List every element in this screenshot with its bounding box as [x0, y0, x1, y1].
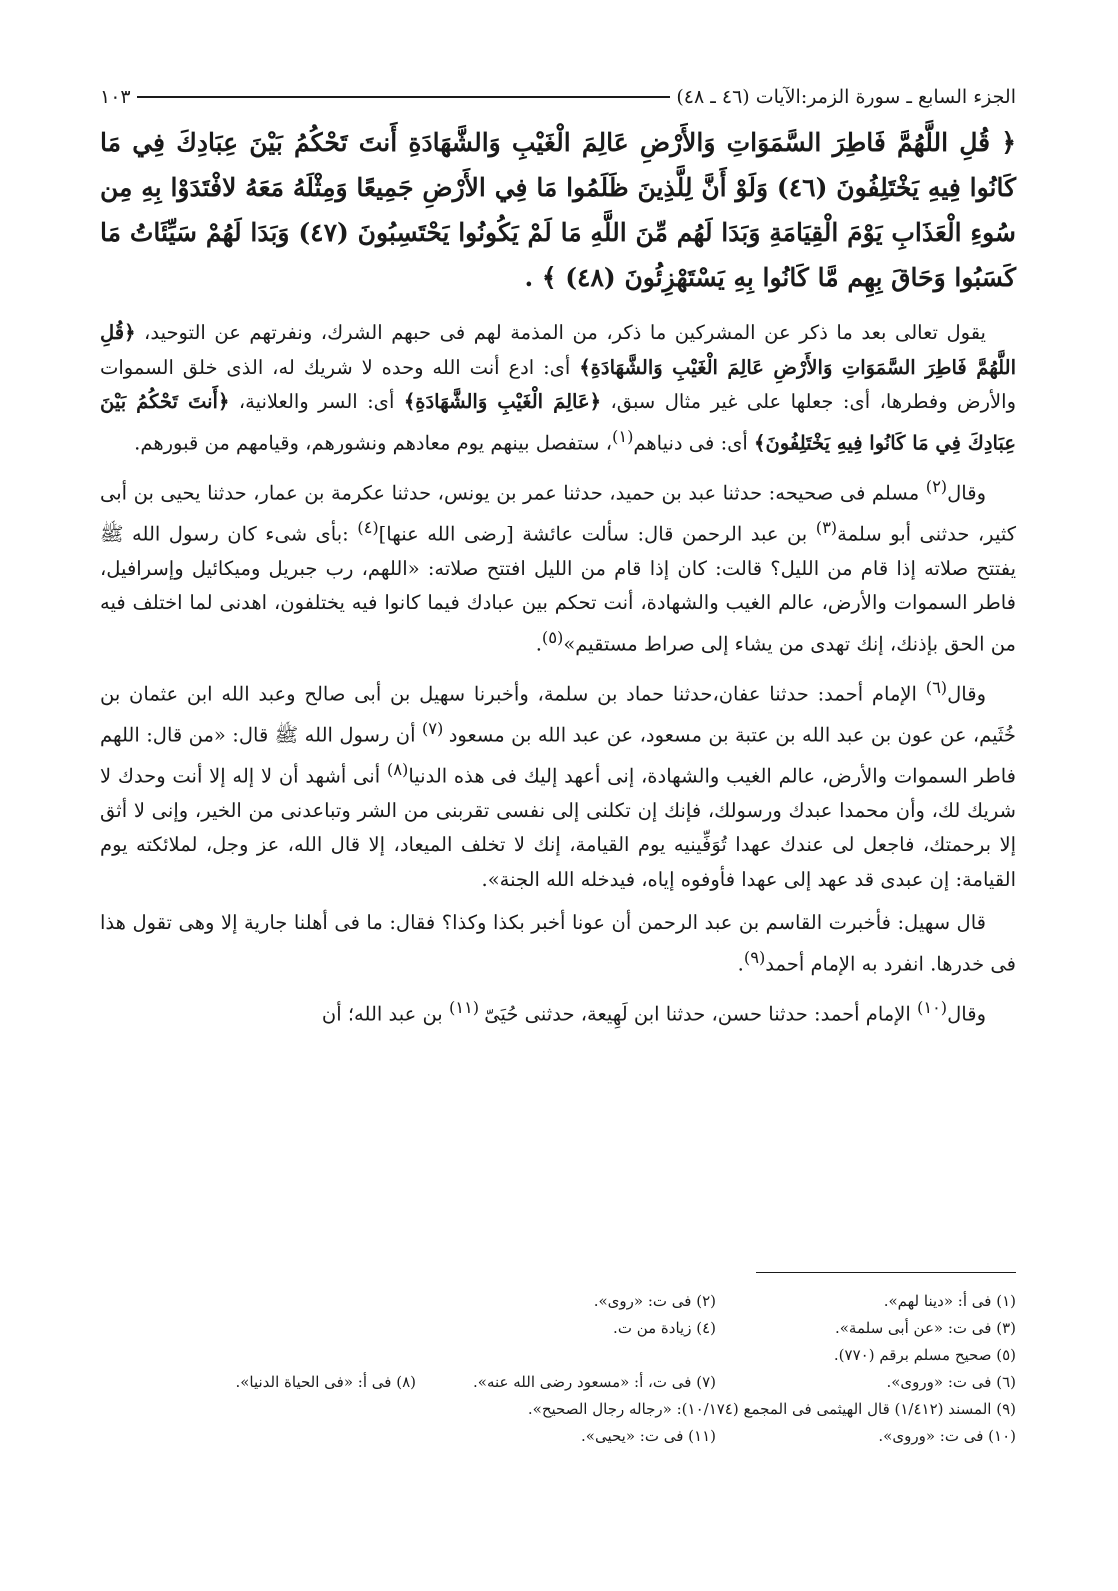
p1-quote-3: ﴿أَنتَ تَحْكُمُ بَيْنَ عِبَادِكَ فِي مَا كَانُوا فِيهِ يَخْتَلِفُونَ﴾: [100, 390, 1016, 454]
footnote-ref-3[interactable]: (٣): [815, 517, 838, 537]
paragraph-2: [100, 470, 1016, 662]
footnote-10: (١٠) فى ت: «وروى».: [878, 1427, 1016, 1445]
p4-text-a: قال سهيل: فأخبرت القاسم بن عبد الرحمن أن عونا أخبر بكذا وكذا؟ فقال: ما فى أهلنا جارية إلا وهى تقول هذا فى خدرها. انفرد به الإمام أحمد: [100, 911, 1016, 975]
footnote-ref-6[interactable]: (٦): [925, 677, 948, 697]
p3-text-a: وقال: [947, 682, 986, 705]
p5-text-b: الإمام أحمد: حدثنا حسن، حدثنا ابن لَهِيعة، حدثنى حُيَىّ: [484, 1002, 917, 1025]
header-title: الجزء السابع ـ سورة الزمر:الآيات (٤٦ ـ ٤٨): [676, 86, 1016, 108]
p1-text-c: أى: ادع أنت الله وحده لا شريك له، الذى خلق السموات والأرض وفطرها، أى: جعلها على غير مثال سبق،: [100, 355, 1017, 413]
footnote-row: [100, 1369, 1016, 1396]
footnote-ref-7[interactable]: (٧): [421, 718, 449, 738]
footnote-3: (٣) فى ت: «عن أبى سلمة».: [834, 1319, 1016, 1337]
footnote-5: (٥) صحيح مسلم برقم (٧٧٠).: [833, 1346, 1016, 1364]
p1-text-h: ، ستفصل بينهم يوم معادهم ونشورهم، وقيامهم من قبورهم.: [134, 431, 612, 454]
p5-text-c: بن عبد الله؛ أن: [321, 1002, 449, 1025]
footnote-ref-5[interactable]: (٥): [541, 627, 564, 647]
footnote-2: (٢) فى ت: «روى».: [593, 1292, 716, 1310]
footnote-6: (٦) فى ت: «وروى».: [886, 1373, 1016, 1391]
p2-text-a: وقال: [947, 481, 986, 504]
p1-quote-1: ﴿قُلِ اللَّهُمَّ فَاطِرَ السَّمَوَاتِ وَالأَرْضِ عَالِمَ الْغَيْبِ وَالشَّهَادَةِ﴾: [100, 321, 1016, 379]
p1-text-e: أى: السر والعلانية،: [229, 390, 404, 413]
p2-text-c: بن عبد الرحمن قال: سألت عائشة [رضى الله عنها]: [378, 522, 816, 545]
paragraph-5: [100, 991, 1016, 1032]
footnote-7: (٧) فى ت، أ: «مسعود رضى الله عنه».: [473, 1373, 716, 1391]
p3-text-b: الإمام أحمد: حدثنا عفان،حدثنا حماد بن سلمة، وأخبرنا سهيل بن أبى صالح وعبد الله ابن عثمان بن خُثَيم، عن عون بن عبد الله بن عتبة بن مسعود، عن عبد الله بن مسعود: [100, 682, 1016, 746]
footnote-ref-2[interactable]: (٢): [925, 476, 948, 496]
p1-text-g: أى: فى دنياهم: [633, 431, 755, 454]
footnote-row: [100, 1342, 1016, 1369]
header-rule: [137, 96, 671, 98]
footnote-ref-10[interactable]: (١٠): [916, 997, 948, 1017]
footnote-11: (١١) فى ت: «يحيى».: [581, 1427, 716, 1445]
paragraph-1: [100, 316, 1016, 461]
running-header: [100, 80, 1016, 114]
p5-text-a: وقال: [947, 1002, 986, 1025]
footnote-row: [100, 1423, 1016, 1450]
p1-quote-2: ﴿عَالِمَ الْغَيْبِ وَالشَّهَادَةِ﴾: [403, 390, 602, 413]
footnote-row: [100, 1315, 1016, 1342]
footnote-ref-8[interactable]: (٨): [386, 759, 409, 779]
p1-text-a: يقول تعالى بعد ما ذكر عن المشركين ما ذكر، من المذمة لهم فى حبهم الشرك، ونفرتهم عن التوحيد،: [135, 321, 986, 344]
footnote-ref-4[interactable]: (٤): [357, 517, 379, 537]
footnote-ref-9[interactable]: (٩): [743, 947, 766, 967]
p2-text-b: مسلم فى صحيحه: حدثنا عبد بن حميد، حدثنا عمر بن يونس، حدثنا عكرمة بن عمار، حدثنا يحيى بن أبى كثير، حدثنى أبو سلمة: [100, 481, 1016, 545]
page-number: ١٠٣: [100, 86, 131, 108]
footnote-row: [100, 1396, 1016, 1423]
p3-text-c: أن رسول الله ﷺ قال: «من قال: اللهم فاطر السموات والأرض، عالم الغيب والشهادة، إنى أعهد إليك فى هذه الدنيا: [100, 723, 1016, 787]
paragraph-4: [100, 906, 1016, 982]
footnote-4: (٤) زيادة من ت.: [613, 1319, 716, 1337]
footnote-1: (١) فى أ: «دينا لهم».: [883, 1292, 1016, 1310]
footnotes: [100, 1288, 1016, 1450]
commentary-body: [100, 316, 1016, 1032]
footnote-ref-1[interactable]: (١): [611, 426, 634, 446]
footnote-8: (٨) فى أ: «فى الحياة الدنيا».: [235, 1373, 416, 1391]
paragraph-3: [100, 671, 1016, 898]
book-page: [100, 80, 1016, 1520]
footnote-separator: [756, 1272, 1016, 1273]
p2-text-d: :بأى شىء كان رسول الله ﷺ يفتتح صلاته إذا قام من الليل؟ قالت: كان إذا قام من الليل افتتح صلاته: «اللهم، رب جبريل وميكائيل وإسرافيل، فاطر السموات والأرض، عالم الغيب والشهادة، أنت تحكم بين عبادك فيما كانوا فيه يختلفون، اهدنى لما اختلف فيه من الحق بإذنك، إنك تهدى من يشاء إلى صراط مستقيم»: [100, 522, 1016, 655]
footnote-9: (٩) المسند (١/٤١٢) قال الهيثمى فى المجمع (١٠/١٧٤): «رجاله رجال الصحيح».: [527, 1400, 1016, 1418]
quran-verse: ﴿ قُلِ اللَّهُمَّ فَاطِرَ السَّمَوَاتِ وَالأَرْضِ عَالِمَ الْغَيْبِ وَالشَّهَادَةِ أَنتَ تَحْكُمُ بَيْنَ عِبَادِكَ فِي مَا كَانُوا فِيهِ يَخْتَلِفُونَ (٤٦) وَلَوْ أَنَّ لِلَّذِينَ ظَلَمُوا مَا فِي الأَرْضِ جَمِيعًا وَمِثْلَهُ مَعَهُ لافْتَدَوْا بِهِ مِن سُوءِ الْعَذَابِ يَوْمَ الْقِيَامَةِ وَبَدَا لَهُم مِّنَ اللَّهِ مَا لَمْ يَكُونُوا يَحْتَسِبُونَ (٤٧) وَبَدَا لَهُمْ سَيِّئَاتُ مَا كَسَبُوا وَحَاقَ بِهِم مَّا كَانُوا بِهِ يَسْتَهْزِئُونَ (٤٨) ﴾ .: [100, 128, 1017, 292]
p3-text-d: أنى أشهد أن لا إله إلا أنت وحدك لا شريك لك، وأن محمدا عبدك ورسولك، فإنك إن تكلنى إلى نفسى تقربنى من الشر وتباعدنى من الخير، وإنى لا أثق إلا برحمتك، فاجعل لى عندك عهدا تُوَفِّينيه يوم القيامة، إنك لا تخلف الميعاد، إلا قال الله، عز وجل، لملائكته يوم القيامة: إن عبدى قد عهد إلى عهدا فأوفوه إياه، فيدخله الله الجنة».: [100, 764, 1016, 891]
p4-text-b: .: [737, 952, 744, 975]
p2-text-e: .: [535, 632, 542, 655]
footnote-row: [100, 1288, 1016, 1315]
footnote-ref-11[interactable]: (١١): [448, 997, 485, 1017]
